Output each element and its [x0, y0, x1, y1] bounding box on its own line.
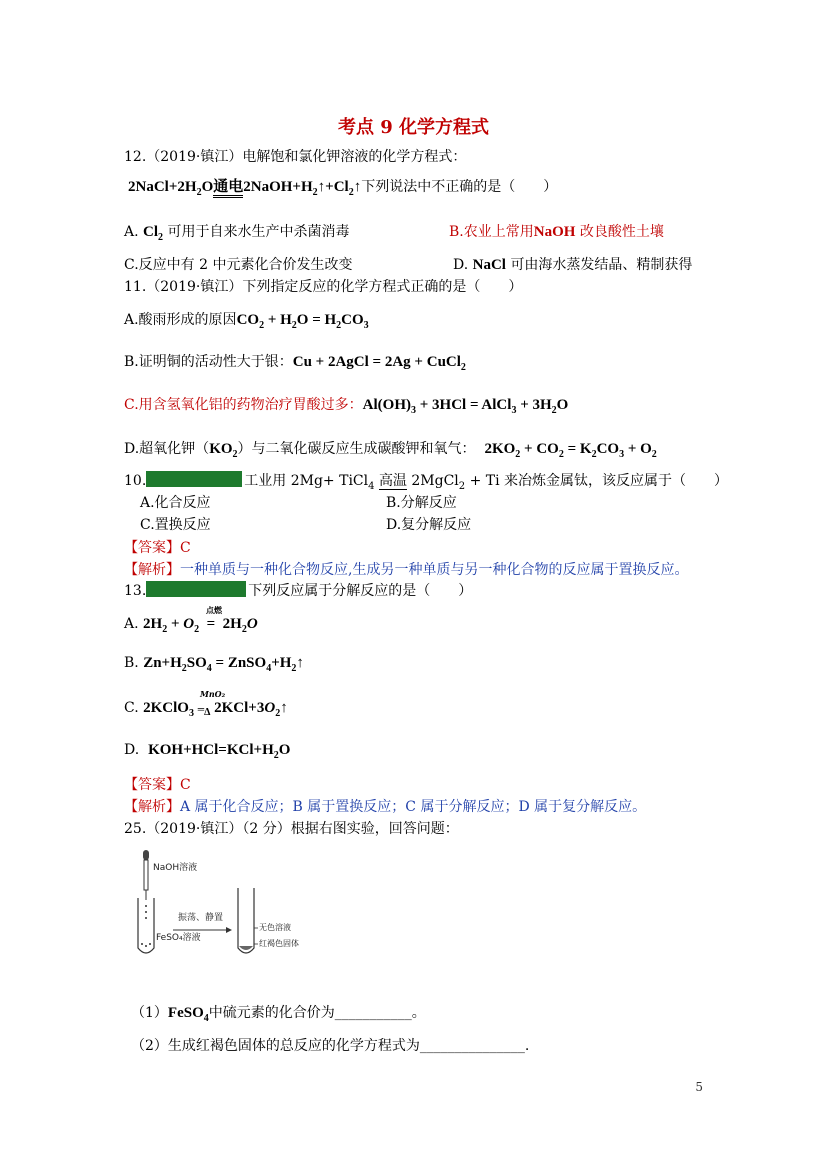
q13-answer: 【答案】C — [124, 777, 191, 793]
experiment-figure — [128, 848, 328, 962]
q13-stem: 13. 下列反应属于分解反应的是（ ） — [124, 583, 473, 599]
q13-option-c: C. 2KClO$_3$ $═_\Delta$ $2KCl+3O_2↑$ — [124, 700, 288, 719]
q10-option-b: B.分解反应 — [386, 495, 457, 511]
q12-option-a: A. $Cl_2$ 可用于自来水生产中杀菌消毒 — [124, 224, 350, 243]
q13-option-b: B. $Zn+H_2SO_4$ = $ZnSO_4+H_2↑$ — [124, 655, 304, 674]
q25-sub2: （2）生成红褐色固体的总反应的化学方程式为_______________. — [131, 1038, 530, 1054]
q10-option-c: C.置换反应 — [140, 517, 211, 533]
test-tube-diagram — [128, 848, 328, 958]
page-title: 考点 9 化学方程式 — [337, 117, 490, 138]
q10-condition: 高温 — [378, 473, 407, 489]
redacted-source-box — [146, 471, 242, 487]
q12-condition: 通电 — [213, 179, 243, 198]
q13-option-a: A. $2H_2 + O_2 = 2H_2O$ — [124, 616, 258, 635]
q11-option-b: B.证明铜的活动性大于银：Cu + 2AgCl = 2Ag + CuCl$_2$ — [124, 354, 466, 373]
q13-option-d: D. $KOH+HCl=KCl+H_2O$ — [124, 742, 291, 761]
q25-sub1: （1）FeSO$_4$中硫元素的化合价为___________。 — [131, 1005, 426, 1024]
feso4-label: FeSO₄溶液 — [156, 933, 201, 943]
solid-label: 红褐色固体 — [259, 939, 299, 948]
q12-option-b: B.农业上常用NaOH 改良酸性土壤 — [449, 224, 664, 240]
colorless-label: 无色溶液 — [259, 923, 291, 932]
q11-option-d: D.超氧化钾$(KO_2)$与二氧化碳反应生成碳酸钾和氧气： $2KO_2 + CO_2 = K_2CO_3 + O_2$ — [124, 441, 657, 460]
q10-option-d: D.复分解反应 — [386, 517, 472, 533]
q10-option-a: A.化合反应 — [140, 495, 211, 511]
redacted-source-box — [146, 581, 246, 597]
q10-answer: 【答案】C — [124, 540, 191, 556]
q13-analysis: 【解析】A 属于化合反应；B 属于置换反应；C 属于分解反应；D 属于复分解反应。 — [124, 799, 647, 815]
shake-label: 振荡、静置 — [178, 913, 224, 923]
q11-option-c: C.用含氢氧化铝的药物治疗胃酸过多：$Al(OH)_3 + 3HCl$ = AlCl$_3$ + $3H_2O$ — [124, 397, 569, 416]
naoh-label: NaOH溶液 — [153, 863, 198, 873]
q25-stem: 25.（2019·镇江）（2 分）根据右图实验，回答问题： — [124, 821, 459, 837]
q13-option-a-condition: 点燃 — [206, 605, 222, 615]
q12-option-c: C.反应中有 2 中元素化合价发生改变 — [124, 257, 353, 273]
q10-stem: 10. 工业用 2Mg+ TiCl$_4$ 高温 2MgCl$_2$ + Ti 来冶炼金属钛，该反应属于（ ） — [124, 473, 729, 492]
q12-stem: 12.（2019·镇江）电解饱和氯化钾溶液的化学方程式： — [124, 149, 467, 165]
q11-option-a: A.酸雨形成的原因$CO_2 + H_2O = H_2CO_3$ — [124, 312, 369, 331]
page-number: 5 — [695, 1080, 703, 1094]
q12-option-d: D. NaCl 可由海水蒸发结晶、精制获得 — [453, 257, 693, 273]
q10-analysis: 【解析】一种单质与一种化合物反应,生成另一种单质与另一种化合物的反应属于置换反应。 — [124, 562, 689, 578]
q12-equation: $2NaCl+2H_2O$通电$2NaOH+H_2↑+Cl_2↑$下列说法中不正确的是（ ） — [128, 179, 558, 198]
q11-stem: 11.（2019·镇江）下列指定反应的化学方程式正确的是（ ） — [124, 279, 523, 295]
q13-option-c-condition: MnO₂ — [200, 689, 226, 699]
